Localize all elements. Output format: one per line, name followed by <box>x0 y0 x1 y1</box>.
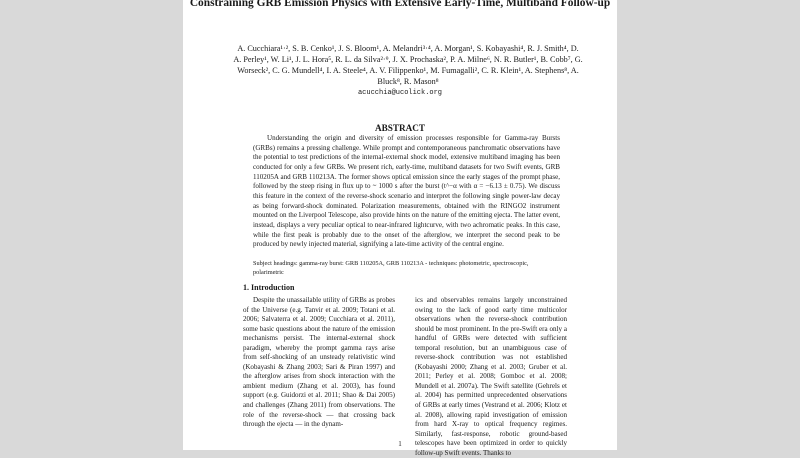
body-column-left: Despite the unassailable utility of GRBs as probes of the Universe (e.g. Tanvir et al. 2009; Totani et al. 2006; Salvaterra et al. 2009; Cucchiara et al. 2011), some basic questions about the nature of the emission mechanisms persist. The internal-external shock paradigm, whereby the prompt gamma rays arise from self-shocking of an unsteady relativistic wind (Kobayashi & Zhang 2003; Sari & Piran 1997) and the afterglow arises from shock interaction with the ambient medium (Zhang et al. 2003), has found support (e.g. Guidorzi et al. 2011; Shao & Dai 2005) and challenges (Zhang 2011) from observations. The role of the reverse-shock — that crossing back through the ejecta — in the dynam- <box>243 296 395 429</box>
paper-page <box>183 0 617 457</box>
author-list: A. Cucchiara¹·², S. B. Cenko¹, J. S. Bloom¹, A. Melandri³·⁴, A. Morgan¹, S. Kobayashi⁴, R. J. Smith⁴, D. A. Perley¹, W. Li¹, J. L. Hora⁵, R. L. da Silva²·⁹, J. X. Prochaska², P. A. Milne⁶, N. R. Butler¹, B. Cobb⁷, G. Worseck², C. G. Mundell⁴, I. A. Steele⁴, A. V. Filippenko¹, M. Fumagalli², C. R. Klein¹, A. Stephens⁸, A. Bluck⁸, R. Mason⁸ <box>233 44 583 86</box>
section-heading-introduction: 1. Introduction <box>243 283 295 292</box>
contact-email[interactable]: acucchia@ucolick.org <box>357 89 442 97</box>
subject-headings: Subject headings: gamma-ray burst: GRB 110205A, GRB 110213A - techniques: photometric, spectroscopic, polarimetric <box>253 260 529 276</box>
abstract-heading: ABSTRACT <box>374 123 426 133</box>
page-number: 1 <box>398 440 402 448</box>
abstract-text: Understanding the origin and diversity of emission processes responsible for Gamma-ray Bursts (GRBs) remains a pressing challenge. While prompt and contemporaneous panchromatic observations have the potential to test predictions of the internal-external shock model, extensive multiband imaging has been conducted for only a few GRBs. We present rich, early-time, multiband datasets for two Swift events, GRB 110205A and GRB 110213A. The former shows optical emission since the early stages of the prompt phase, followed by the steep rising in flux up to ~ 1000 s after the burst (t^−α with α = −6.13 ± 0.75). We discuss this feature in the context of the reverse-shock scenario and interpret the following single power-law decay as being forward-shock dominated. Polarization measurements, obtained with the RINGO2 instrument mounted on the Liverpool Telescope, also provide hints on the nature of the emitting ejecta. The latter event, instead, displays a very peculiar optical to near-infrared lightcurve, with two achromatic peaks. In this case, while the first peak is probably due to the onset of the afterglow, we interpret the second peak to be produced by newly injected material, signifying a late-time activity of the central engine. <box>253 134 560 249</box>
body-column-right: ics and observables remains largely unconstrained owing to the lack of good early time multicolor observations when the reverse-shock contribution should be most prominent. In the pre-Swift era only a handful of GRBs were detected with sufficient temporal resolution, but an unambiguous case of reverse-shock contribution was not established (Kobayashi 2000; Zhang et al. 2003; Gruber et al. 2011; Perley et al. 2008; Gomboc et al. 2008; Mundell et al. 2007a). The Swift satellite (Gehrels et al. 2004) has permitted unprecedented observations of GRBs at early times (Vestrand et al. 2006; Klotz et al. 2008), allowing rapid investigation of emission from hard X-ray to optical frequency regimes. Similarly, fast-response, robotic ground-based telescopes have been optimized in order to quickly follow-up Swift events. Thanks to <box>415 296 567 457</box>
paper-title: Constraining GRB Emission Physics with Extensive Early-Time, Multiband Follow-up <box>189 0 611 9</box>
